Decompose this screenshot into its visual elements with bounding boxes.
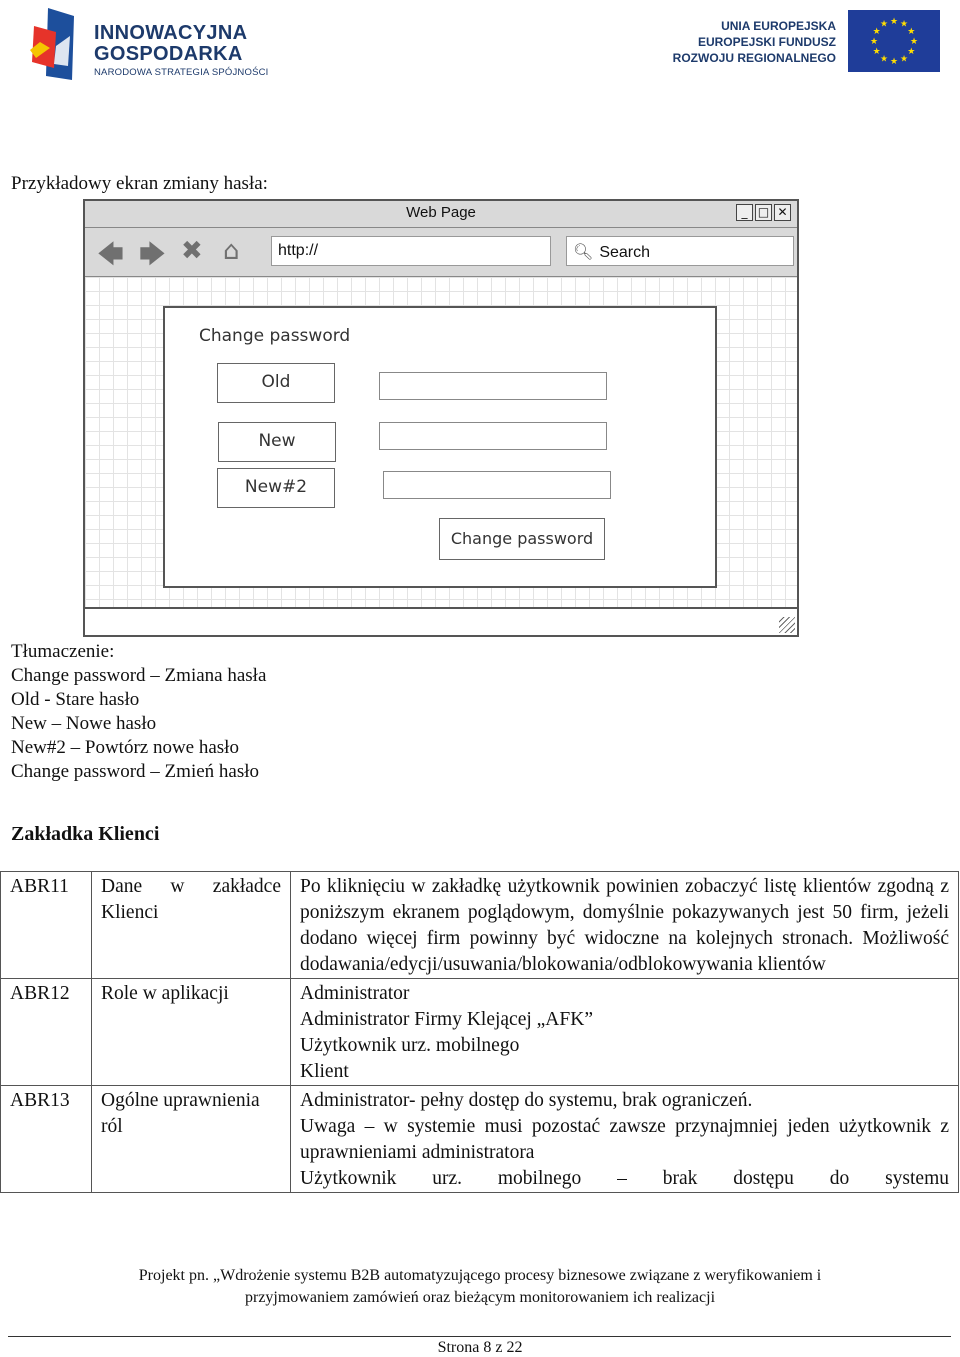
page-number: Strona 8 z 22 xyxy=(437,1339,523,1356)
page-content-grid xyxy=(85,277,797,609)
table-row xyxy=(1,872,959,979)
window-controls xyxy=(736,204,791,221)
forward-arrow-icon[interactable]: 🡆 xyxy=(139,240,166,270)
footer-line: przyjmowaniem zamówień oraz bieżącym monitorowaniem ich realizacji xyxy=(244,1289,716,1306)
repeat-password-field[interactable] xyxy=(383,471,611,499)
logo-left-subtitle: NARODOWA STRATEGIA SPÓJNOŚCI xyxy=(94,67,269,78)
browser-statusbar xyxy=(85,607,797,635)
req-desc: Administrator Administrator Firmy Klejącej „AFK” Użytkownik urz. mobilnego Klient xyxy=(291,979,959,1086)
old-password-field[interactable] xyxy=(379,372,607,400)
change-password-button[interactable]: Change password xyxy=(439,518,605,560)
table-row xyxy=(1,979,959,1086)
repeat-password-label: New#2 xyxy=(217,468,335,508)
translation-line: Old - Stare hasło xyxy=(11,689,140,710)
eu-star-icon: ★ xyxy=(879,53,889,64)
section-title: Zakładka Klienci xyxy=(11,823,160,845)
footer-divider xyxy=(8,1336,951,1337)
window-title: Web Page xyxy=(406,204,476,221)
req-id: ABR11 xyxy=(1,872,92,979)
req-desc: Po kliknięciu w zakładkę użytkownik powinien zobaczyć listę klientów zgodną z poniższym ekranem poglądowym, domyślnie pokazywanych jest 50 firm, jeżeli dodano więcej firm powinny być widoczne na kolejnych stronach. Możliwość dodawania/edycji/usuwania/blokowania/odblokowywania klientów xyxy=(291,872,959,979)
search-input[interactable] xyxy=(566,236,794,266)
new-password-field[interactable] xyxy=(379,422,607,450)
innowacyjna-gospodarka-logo xyxy=(26,6,271,84)
eu-star-icon: ★ xyxy=(872,26,881,36)
dialog-title: Change password xyxy=(199,326,351,346)
maximize-icon[interactable]: □ xyxy=(755,204,772,221)
home-icon[interactable]: ⌂ xyxy=(223,236,240,266)
translation-line: Change password – Zmiana hasła xyxy=(11,665,267,686)
table-row xyxy=(1,1086,959,1193)
search-placeholder: Search xyxy=(599,244,651,261)
req-name: Role w aplikacji xyxy=(92,979,291,1086)
browser-mockup xyxy=(83,199,799,637)
eu-star-icon: ★ xyxy=(879,18,889,29)
req-id: ABR12 xyxy=(1,979,92,1086)
eu-star-icon: ★ xyxy=(899,53,909,64)
minimize-icon[interactable]: _ xyxy=(736,204,753,221)
change-password-dialog xyxy=(163,306,717,588)
eu-star-icon: ★ xyxy=(909,36,919,46)
eu-star-icon: ★ xyxy=(889,16,899,26)
footer-line: Projekt pn. „Wdrożenie systemu B2B automatyzującego procesy biznesowe związane z weryfikowaniem i xyxy=(138,1267,822,1284)
req-name: Dane w zakładce Klienci xyxy=(92,872,291,979)
browser-toolbar xyxy=(85,228,797,277)
eu-star-icon: ★ xyxy=(907,26,916,36)
eu-star-icon: ★ xyxy=(899,18,909,29)
translation-line: Change password – Zmień hasło xyxy=(11,761,260,782)
footer xyxy=(0,1265,960,1309)
stop-icon[interactable]: ✖ xyxy=(181,236,203,266)
eu-star-icon: ★ xyxy=(872,46,881,56)
translations-heading: Tłumaczenie: xyxy=(11,641,115,662)
translation-line: New#2 – Powtórz nowe hasło xyxy=(11,737,239,758)
new-password-label: New xyxy=(218,422,336,462)
translation-line: New – Nowe hasło xyxy=(11,713,157,734)
logo-left-title: INNOWACYJNA GOSPODARKA xyxy=(94,22,248,65)
intro-text: Przykładowy ekran zmiany hasła: xyxy=(11,173,268,194)
close-icon[interactable]: ✕ xyxy=(774,204,791,221)
eu-logo-text: UNIA EUROPEJSKA EUROPEJSKI FUNDUSZ ROZWOJU REGIONALNEGO xyxy=(672,19,836,65)
req-id: ABR13 xyxy=(1,1086,92,1193)
requirements-table xyxy=(0,871,959,1193)
eu-logo xyxy=(672,8,940,74)
eu-star-icon: ★ xyxy=(869,36,879,46)
req-desc: Administrator- pełny dostęp do systemu, brak ograniczeń. Uwaga – w systemie musi pozostać zawsze przynajmniej jeden użytkownik z uprawnieniami administratora Użytkownik urz. mobilnego – brak dostępu do systemu xyxy=(291,1086,959,1193)
req-name: Ogólne uprawnienia ról xyxy=(92,1086,291,1193)
url-input[interactable]: http:// xyxy=(271,236,551,266)
eu-star-icon: ★ xyxy=(889,56,899,66)
back-arrow-icon[interactable]: 🡄 xyxy=(97,240,124,270)
browser-titlebar xyxy=(85,201,797,228)
eu-star-icon: ★ xyxy=(907,46,916,56)
logo-emblem-icon xyxy=(26,6,92,84)
resize-grip-icon[interactable] xyxy=(779,617,795,633)
eu-flag-icon xyxy=(848,10,940,72)
old-password-label: Old xyxy=(217,363,335,403)
search-icon: 🔍︎ xyxy=(573,242,594,261)
translations xyxy=(11,640,266,784)
